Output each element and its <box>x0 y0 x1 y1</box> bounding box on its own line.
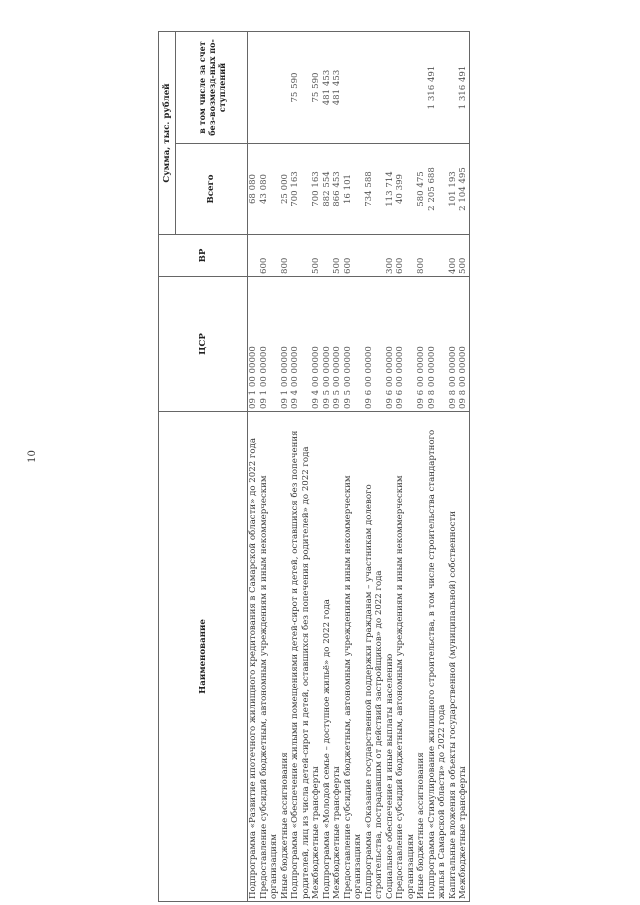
cell-total: 101 193 <box>448 144 459 235</box>
cell-vr <box>322 235 333 277</box>
cell-free: 1 316 491 <box>427 32 448 144</box>
cell-vr: 600 <box>259 235 280 277</box>
cell-name: Межбюджетные трансферты <box>332 412 343 902</box>
cell-name: Подпрограмма «Молодой семье – доступное жильё» до 2022 года <box>322 412 333 902</box>
header-vr: ВР <box>159 235 248 277</box>
cell-total: 2 205 688 <box>427 144 448 235</box>
cell-vr <box>248 235 259 277</box>
cell-name: Иные бюджетные ассигнования <box>280 412 291 902</box>
cell-vr: 600 <box>395 235 416 277</box>
cell-name: Межбюджетные трансферты <box>311 412 322 902</box>
table-row <box>248 32 259 902</box>
cell-tsr: 09 4 00 00000 <box>311 277 322 412</box>
table-row <box>364 32 385 902</box>
cell-free <box>259 32 280 144</box>
cell-name: Подпрограмма «Оказание государственной поддержки гражданам – участникам долевого строительства, пострадавшим от действий застройщиков» до 2022 года <box>364 412 385 902</box>
cell-tsr: 09 1 00 00000 <box>259 277 280 412</box>
cell-total: 68 080 <box>248 144 259 235</box>
cell-name: Подпрограмма «Развитие ипотечного жилищного кредитования в Самарской области» до 2022 года <box>248 412 259 902</box>
cell-tsr: 09 1 00 00000 <box>248 277 259 412</box>
cell-name: Предоставление субсидий бюджетным, автономным учреждениям и иным некоммерческим организациям <box>259 412 280 902</box>
cell-total: 113 714 <box>385 144 396 235</box>
cell-total: 882 554 <box>322 144 333 235</box>
cell-tsr: 09 5 00 00000 <box>332 277 343 412</box>
cell-name: Иные бюджетные ассигнования <box>416 412 427 902</box>
table-row <box>290 32 311 902</box>
cell-tsr: 09 5 00 00000 <box>343 277 364 412</box>
cell-total: 16 101 <box>343 144 364 235</box>
table-row <box>427 32 448 902</box>
cell-tsr: 09 6 00 00000 <box>385 277 396 412</box>
cell-free <box>416 32 427 144</box>
cell-total: 734 588 <box>364 144 385 235</box>
cell-tsr: 09 8 00 00000 <box>448 277 459 412</box>
table-row <box>395 32 416 902</box>
page-number: 10 <box>26 450 38 463</box>
cell-vr: 600 <box>343 235 364 277</box>
cell-name: Капитальные вложения в объекты государственной (муниципальной) собственности <box>448 412 459 902</box>
cell-vr: 300 <box>385 235 396 277</box>
cell-free: 75 590 <box>290 32 311 144</box>
cell-vr: 500 <box>458 235 469 277</box>
header-sum-group: Сумма, тыс. рублей <box>159 32 176 235</box>
header-name: Наименование <box>159 412 248 902</box>
cell-name: Социальное обеспечение и иные выплаты населению <box>385 412 396 902</box>
cell-total: 866 453 <box>332 144 343 235</box>
cell-vr <box>427 235 448 277</box>
table-header <box>159 32 248 902</box>
cell-free <box>280 32 291 144</box>
table-row <box>322 32 333 902</box>
table-row <box>259 32 280 902</box>
cell-vr: 800 <box>416 235 427 277</box>
table-row <box>343 32 364 902</box>
rotated-table-container <box>158 32 482 902</box>
cell-total: 43 080 <box>259 144 280 235</box>
header-total: Всего <box>176 144 248 235</box>
cell-name: Межбюджетные трансферты <box>458 412 469 902</box>
cell-vr: 500 <box>332 235 343 277</box>
cell-free <box>448 32 459 144</box>
cell-tsr: 09 4 00 00000 <box>290 277 311 412</box>
table-row <box>448 32 459 902</box>
cell-tsr: 09 8 00 00000 <box>458 277 469 412</box>
table-body <box>248 32 470 902</box>
header-tsr: ЦСР <box>159 277 248 412</box>
cell-free <box>343 32 364 144</box>
budget-table <box>158 31 470 902</box>
cell-vr: 800 <box>280 235 291 277</box>
table-row <box>416 32 427 902</box>
table-row <box>332 32 343 902</box>
table-row <box>385 32 396 902</box>
cell-total: 580 475 <box>416 144 427 235</box>
cell-vr <box>290 235 311 277</box>
cell-tsr: 09 5 00 00000 <box>322 277 333 412</box>
cell-free <box>248 32 259 144</box>
cell-free <box>385 32 396 144</box>
cell-total: 700 163 <box>311 144 322 235</box>
cell-vr: 400 <box>448 235 459 277</box>
cell-free: 481 453 <box>332 32 343 144</box>
cell-name: Подпрограмма «Обеспечение жилыми помещениями детей-сирот и детей, оставшихся без попечения родителей, лиц из числа детей-сирот и детей, оставшихся без попечения родителей» до 2022 года <box>290 412 311 902</box>
cell-total: 700 163 <box>290 144 311 235</box>
cell-vr <box>364 235 385 277</box>
cell-free: 481 453 <box>322 32 333 144</box>
cell-free <box>364 32 385 144</box>
cell-name: Предоставление субсидий бюджетным, автономным учреждениям и иным некоммерческим организациям <box>395 412 416 902</box>
cell-free: 75 590 <box>311 32 322 144</box>
cell-total: 25 000 <box>280 144 291 235</box>
cell-tsr: 09 1 00 00000 <box>280 277 291 412</box>
table-row <box>311 32 322 902</box>
cell-total: 40 399 <box>395 144 416 235</box>
header-free-receipts: в том числе за счет без-возмезд-ных по-ступлений <box>176 32 248 144</box>
table-row <box>280 32 291 902</box>
cell-tsr: 09 6 00 00000 <box>416 277 427 412</box>
cell-name: Подпрограмма «Стимулирование жилищного строительства, в том числе строительства стандартного жилья в Самарской области» до 2022 года <box>427 412 448 902</box>
cell-total: 2 104 495 <box>458 144 469 235</box>
cell-vr: 500 <box>311 235 322 277</box>
cell-tsr: 09 6 00 00000 <box>364 277 385 412</box>
cell-free <box>395 32 416 144</box>
cell-name: Предоставление субсидий бюджетным, автономным учреждениям и иным некоммерческим организациям <box>343 412 364 902</box>
cell-free: 1 316 491 <box>458 32 469 144</box>
cell-tsr: 09 6 00 00000 <box>395 277 416 412</box>
cell-tsr: 09 8 00 00000 <box>427 277 448 412</box>
table-row <box>458 32 469 902</box>
